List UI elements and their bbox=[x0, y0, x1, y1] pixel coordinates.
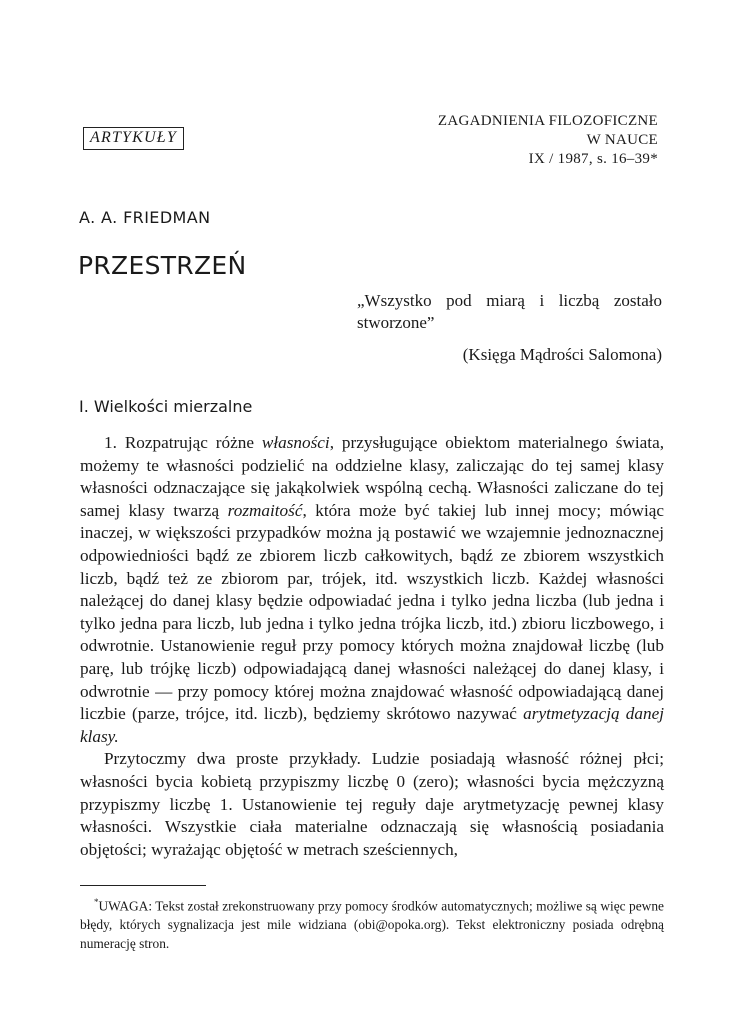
section-label-box bbox=[83, 127, 184, 150]
p1-text-b: , przysługujące obiektom materialnego świata, możemy te własności podzielić na oddzielne klasy, zaliczając do tej samej klasy własności odznaczające się jakąkolwiek wspólną cechą. Własności zaliczane do tej samej klasy twarzą bbox=[80, 433, 665, 520]
footnote-divider bbox=[80, 885, 206, 886]
journal-name: ZAGADNIENIA FILOZOFICZNE bbox=[437, 113, 658, 129]
section-heading: I. Wielkości mierzalne bbox=[79, 397, 253, 416]
p1-emphasis-properties: własności bbox=[261, 433, 330, 452]
p1-emphasis-manifold: rozmaitość bbox=[227, 500, 303, 520]
paragraph-2: Przytoczmy dwa proste przykłady. Ludzie posiadają własność różnej płci; własności bycia kobietą przypiszmy liczbę 0 (zero); własności bycia mężczyzną przypiszmy liczbę 1. Ustanowienie tej reguły daje arytmetyzację pewnej klasy własności. Wszystkie ciała materialne odznaczają się własnością posiadania objętości; wyrażając objętość w metrach sześciennych, bbox=[80, 749, 664, 859]
journal-info bbox=[438, 112, 658, 169]
paragraph-1 bbox=[80, 432, 664, 748]
journal-volume-pages: IX / 1987, s. 16–39* bbox=[528, 151, 658, 167]
footnote-marker: * bbox=[94, 897, 99, 907]
epigraph bbox=[357, 290, 662, 366]
author-name: A. A. FRIEDMAN bbox=[79, 208, 211, 227]
epigraph-quote: „Wszystko pod miarą i liczbą zostało stworzone” bbox=[357, 291, 662, 332]
article-title: PRZESTRZEŃ bbox=[78, 251, 247, 280]
p1-text-a: 1. Rozpatrując różne bbox=[104, 433, 262, 452]
footnote bbox=[80, 893, 664, 953]
footnote-text: UWAGA: Tekst został zrekonstruowany przy pomocy środków automatycznych; możliwe są więc pewne błędy, których sygnalizacja jest mile widziana (obi@opoka.org). Tekst elektroniczny posiada odrębną numerację stron. bbox=[80, 898, 664, 952]
epigraph-source: (Księga Mądrości Salomona) bbox=[462, 345, 662, 364]
section-label: ARTYKUŁY bbox=[90, 129, 177, 146]
p1-emphasis-arithmetization: arytmetyzacją danej klasy. bbox=[80, 704, 664, 746]
p1-text-c: , która może być takiej lub innej mocy; mówiąc inaczej, w większości przypadków można ją postawić we wzajemnie jednoznacznej odpowiedniości bądź ze zbiorem liczb całkowitych, bądź ze zbiorem wszystkich liczb, bądź też ze zbiorom par, trójek, itd. wszystkich liczb. Każdej własności należącej do danej klasy będzie odpowiadać jedna i tylko jedna liczba (lub jedna i tylko jedna para liczb, lub jedna i tylko jedna trójka liczb, itd.) zbioru liczbowego, i odwrotnie. Ustanowienie reguł przy pomocy których można znajdował liczbę (lub parę, lub trójkę liczb) odpowiadającą danej własności należącej do danej klasy, i odwrotnie — przy pomocy której można znajdować własność odpowiadającą danej liczbie (parze, trójce, itd. liczb), będziemy skrótowo nazywać bbox=[80, 500, 664, 724]
body-text bbox=[80, 432, 664, 861]
journal-subtitle: W NAUCE bbox=[586, 132, 658, 148]
